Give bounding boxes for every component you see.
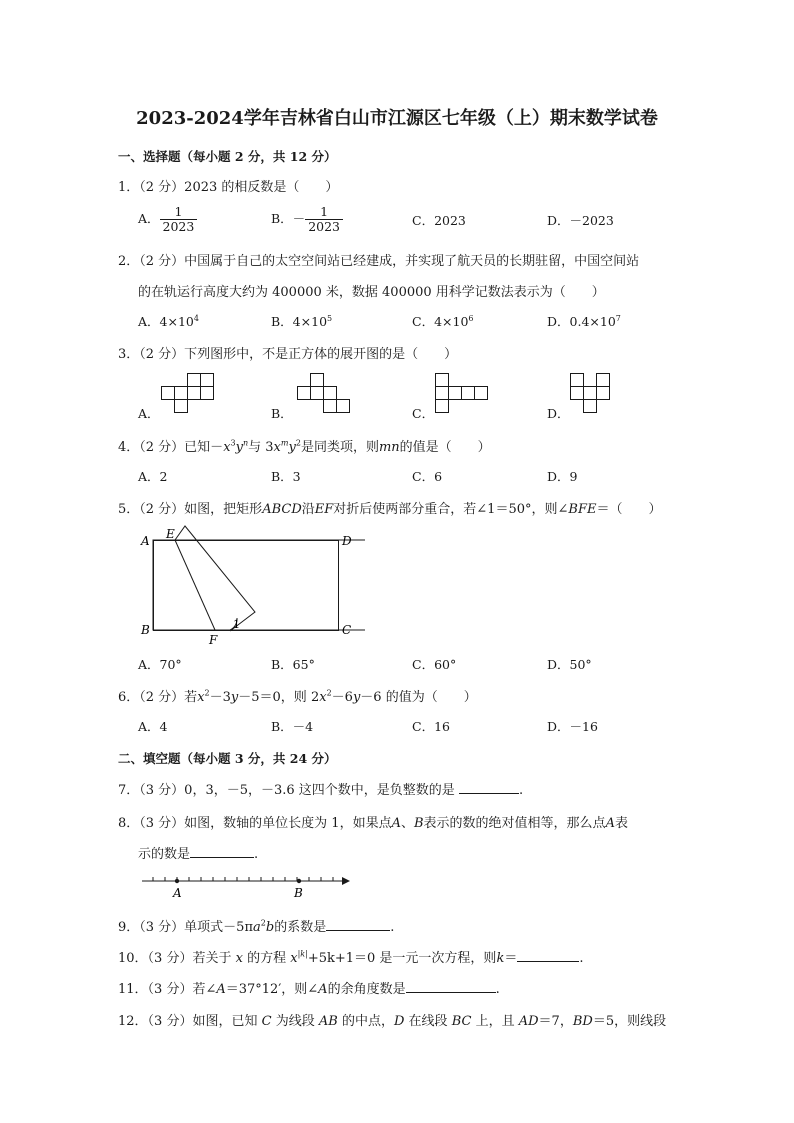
answer-blank-9[interactable] [326, 918, 390, 931]
question-6-option-d: D．－16 [547, 719, 598, 734]
question-9: 9．（3 分）单项式$-5\pi a^2b$的系数是 . [118, 918, 395, 935]
number-line-figure [140, 870, 360, 902]
label-a: A [141, 534, 150, 548]
question-8-line-2: 示的数是 . [138, 847, 259, 862]
question-1-option-a: A． $\frac{1}{2023}$ [138, 205, 197, 234]
question-4-option-c: C．6 [412, 469, 443, 484]
label-angle-1: 1 [233, 618, 240, 631]
question-2-line-2: 的在轨运行高度大约为 400000 米，数据 400000 用科学记数法表示为（ ） [138, 285, 605, 300]
answer-blank-8[interactable] [190, 845, 254, 858]
question-4-stem: 4．（2 分）已知$-x^3y^n$与 $3x^my^2$是同类项，则mn的值是（ ） [118, 438, 491, 455]
question-2-option-b: B．$4\times 10^5$ [271, 313, 333, 329]
cube-net-d [569, 373, 629, 415]
point-a [175, 879, 179, 883]
question-5-option-a: A．70° [138, 657, 182, 672]
cube-net-a [160, 373, 220, 415]
rectangle-outline [153, 539, 341, 632]
question-1-option-c: C．2023 [412, 213, 466, 228]
question-1-option-b: B．－ $\frac{1}{2023}$ [271, 205, 343, 234]
question-1-option-d: D．－2023 [547, 213, 614, 228]
rectangle-right-edge [340, 520, 370, 650]
question-6-stem: 6．（2 分）若$x^2-3y-5=0$，则 $2x^2-6y-6$ 的值为（ ） [118, 688, 477, 705]
question-2-option-a: A．$4\times 10^4$ [138, 313, 199, 329]
answer-blank-11[interactable] [406, 980, 496, 993]
question-2-line-1: 2．（2 分）中国属于自己的太空空间站已经建成，并实现了航天员的长期驻留，中国空间站 [118, 254, 640, 269]
question-7: 7．（3 分）0，3，－5，－3.6 这四个数中，是负整数的是 . [118, 783, 524, 798]
label-e: E [166, 527, 175, 541]
question-5-option-d: D．50° [547, 657, 592, 672]
question-6-option-b: B．－4 [271, 719, 314, 734]
label-d: D [342, 534, 352, 548]
question-10: 10．（3 分）若关于 x 的方程 $x^{|k|}+5k+1=0$ 是一元一次方程，则k＝ . [118, 949, 584, 966]
question-2-option-d: D．$0.4\times 10^7$ [547, 313, 621, 329]
question-4-option-b: B．3 [271, 469, 301, 484]
question-12: 12．（3 分）如图，已知 C 为线段 AB 的中点，D 在线段 BC 上，且 AD＝7，BD＝5，则线段 [118, 1014, 667, 1029]
question-3-option-a-label: A． [138, 406, 160, 421]
question-3-option-c-label: C． [412, 406, 435, 421]
label-point-a: A [173, 886, 182, 900]
question-3-stem: 3．（2 分）下列图形中，不是正方体的展开图的是（ ） [118, 347, 458, 362]
cube-net-c [434, 373, 494, 415]
question-2-option-c: C．$4\times 10^6$ [412, 313, 474, 329]
answer-blank-7[interactable] [459, 781, 519, 794]
label-b: B [141, 623, 150, 637]
point-b [297, 879, 301, 883]
answer-blank-10[interactable] [517, 949, 579, 962]
arrow-right-icon [342, 877, 350, 885]
section-heading-fill: 二、填空题（每小题 3 分，共 24 分） [118, 751, 337, 766]
question-3-option-d-label: D． [547, 406, 570, 421]
label-point-b: B [294, 886, 303, 900]
question-4-option-d: D．9 [547, 469, 578, 484]
question-6-option-c: C．16 [412, 719, 450, 734]
question-3-option-b-label: B． [271, 406, 293, 421]
question-4-option-a: A．2 [138, 469, 168, 484]
question-11: 11．（3 分）若∠A＝37°12′，则∠A的余角度数是 . [118, 982, 500, 997]
question-5-option-b: B．65° [271, 657, 315, 672]
question-5-option-c: C．60° [412, 657, 457, 672]
question-1-stem: 1．（2 分）2023 的相反数是（ ） [118, 180, 339, 195]
label-c: C [342, 623, 352, 637]
question-5-stem: 5．（2 分）如图，把矩形ABCD沿EF对折后使两部分重合，若∠1＝50°，则∠BFE＝（ ） [118, 502, 662, 517]
section-heading-choice: 一、选择题（每小题 2 分，共 12 分） [118, 149, 337, 164]
page-title: 2023-2024学年吉林省白山市江源区七年级（上）期末数学试卷 [136, 108, 658, 129]
question-6-option-a: A．4 [138, 719, 168, 734]
question-8-line-1: 8．（3 分）如图，数轴的单位长度为 1，如果点A、B表示的数的绝对值相等，那么点A表 [118, 816, 628, 831]
cube-net-b [296, 373, 356, 415]
label-f: F [209, 633, 218, 647]
